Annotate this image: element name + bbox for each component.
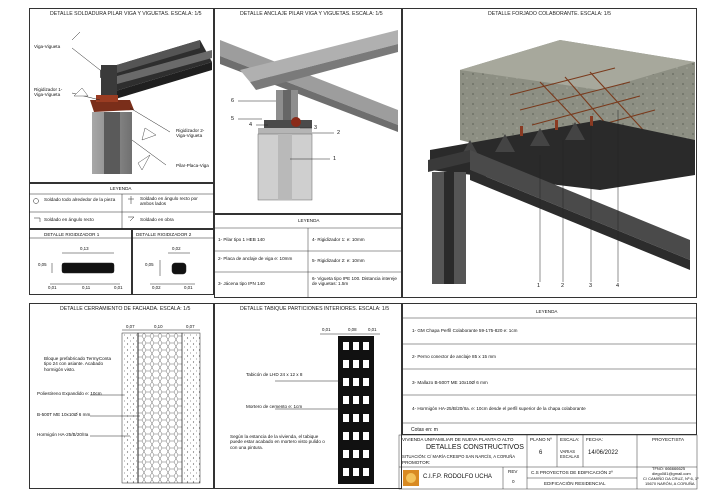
tb-plano-value: 6 [539, 450, 543, 456]
label-pilar-placa: Pilar-Placa-Viga [176, 163, 209, 168]
rig2-dim-left: 0,05 [145, 262, 154, 267]
fachada-dim: 0,07 [186, 324, 195, 329]
tb-promotor: PROMOTOR: [402, 460, 431, 465]
tabique-dim: 0,01 [322, 327, 331, 332]
legend-3-item: 2- Perno conector de anclaje 85 x 15 mm [412, 354, 497, 359]
panel-title-tabique: DETALLE TABIQUE PARTICIONES INTERIORES. ESCALA: 1/5 [240, 306, 390, 312]
legend-2-cell: 2- Placa de anclaje de viga e: 10mm [218, 256, 293, 261]
cotas-note: Cotas en: m [411, 427, 438, 433]
callout-6: 6 [231, 98, 235, 104]
rig1-dim-top: 0,13 [80, 246, 89, 251]
legend-2-cell: 4- Rigidizador 1: e: 10mm [312, 237, 365, 242]
legend-3-title: LEYENDA [536, 309, 558, 314]
callout-5: 5 [231, 116, 235, 122]
tabique-note: Según la estancia de la vivienda, el tabique puede estar acabado en mortero visto pulido o con una pintura. [230, 434, 325, 450]
legend-2-cell: 5- Rigidizador 2: e: 10mm [312, 258, 365, 263]
rig2-dim-b1: 0,02 [152, 285, 161, 290]
tb-rev-label: REV [508, 469, 518, 474]
panel-title-anclaje: DETALLE ANCLAJE PILAR VIGA Y VIGUETAS. ESCALA: 1/5 [240, 11, 383, 17]
tb-plano-label: PLANO Nº [530, 437, 552, 442]
tb-rev-value: 0 [512, 479, 515, 484]
tb-fecha-value: 14/06/2022 [588, 450, 619, 456]
tb-escala-value: VARIAS ESCALAS [560, 449, 580, 460]
tb-email: diego081@gmail.com [652, 471, 691, 476]
rig1-dim-b1: 0,01 [48, 285, 57, 290]
forjado-drawing [428, 40, 695, 284]
tb-escala-label: ESCALA: [560, 437, 580, 442]
rig1-dim-b2: 0,11 [82, 285, 91, 290]
label-rigidizador-1: Rigidizador 1- Viga-Vigueta [34, 87, 63, 98]
tabique-dim: 0,08 [348, 327, 357, 332]
tabique-dim: 0,01 [368, 327, 377, 332]
tb-drawing-name: DETALLES CONSTRUCTIVOS [426, 444, 524, 451]
panel-title-soldadura: DETALLE SOLDADURA PILAR VIGA Y VIGUETAS. ESCALA: 1/5 [50, 11, 202, 17]
rigidizador-1-title: DETALLE RIGIDIZADOR 1 [44, 232, 100, 237]
tb-course: C.S PROYECTOS DE EDIFICACIÓN 2º [531, 470, 613, 475]
callout-3: 3 [314, 125, 318, 131]
panel-title-forjado: DETALLE FORJADO COLABORANTE. ESCALA: 1/5 [488, 11, 611, 17]
rig1-dim-left: 0,05 [38, 262, 47, 267]
anclaje-drawing [220, 30, 398, 200]
legend-1-item: Soldado en ángulo recto por ambos lados [140, 196, 198, 207]
rig1-dim-b3: 0,01 [114, 285, 123, 290]
legend-3-item: 1- GM Chapa Perfil Colaborante 59-175-820 e: 1cm [412, 328, 518, 333]
callout-2: 2 [337, 130, 341, 136]
legend-3-item: 3- Mallazo B-500T ME 10x10Ø 6 mm [412, 380, 488, 385]
tb-address: 15670 NARÓN, A CORUÑA [645, 481, 695, 486]
tb-proyectista-label: PROYECTISTA [652, 437, 685, 442]
panel-title-fachada: DETALLE CERRAMIENTO DE FACHADA. ESCALA: 1/5 [60, 306, 191, 312]
legend-1-item: Soldado todo alrededor de la pieza [44, 197, 116, 202]
legend-1-title: LEYENDA [110, 186, 132, 191]
tb-project: VIVIENDA UNIFAMILIAR DE NUEVA PLANTA O ALTO [402, 437, 514, 442]
legend-3-item: 4- Hormigón HA-25/B/20/IIa. e: 10cm desde el perfil superior de la chapa colaborante [412, 406, 586, 411]
tabique-drawing [275, 334, 380, 484]
tb-situation: SITUACIÓN: C/ MARÍA CRESPO SAN NARCÍS, A CORUÑA [402, 454, 516, 459]
callout-1: 1 [537, 283, 541, 289]
rigidizador-1-drawing [29, 238, 132, 284]
tb-school: C.I.F.P. RODOLFO UCHA [423, 474, 492, 480]
school-logo [403, 470, 419, 486]
rigidizador-2-drawing [132, 238, 214, 284]
callout-2: 2 [561, 283, 565, 289]
tabique-label: Tabicón de LHD 24 x 12 x 8 [246, 372, 303, 377]
rig2-dim-b2: 0,01 [184, 285, 193, 290]
label-viga-vigueta: Viga-Vigueta [34, 44, 61, 49]
fachada-label: Poliestireno Expandido e: 10cm [37, 391, 102, 396]
legend-2-cell: 3- Jácena tipo IPN 140 [218, 281, 265, 286]
callout-3: 3 [589, 283, 593, 289]
tb-address: C/ CAMIÑO DA CRUZ, Nº 6, 1º [643, 476, 699, 481]
soldadura-drawing [72, 32, 212, 174]
tb-subject: EDIFICACIÓN RESIDENCIAL [544, 481, 606, 486]
tabique-label: Mortero de cemento e: 1cm [246, 404, 303, 409]
legend-2-title: LEYENDA [298, 218, 320, 223]
fachada-dim: 0,10 [154, 324, 163, 329]
callout-4: 4 [249, 122, 253, 128]
rigidizador-2-title: DETALLE RIGIDIZADOR 2 [136, 232, 192, 237]
callout-4: 4 [616, 283, 620, 289]
fachada-label: Hormigón HA-25/B/20/IIa [37, 432, 89, 437]
tb-fecha-label: FECHA: [586, 437, 603, 442]
callout-1: 1 [333, 156, 337, 162]
legend-1-item: Soldado en ángulo recto [44, 217, 94, 222]
legend-2-cell: 6- Vigueta tipo IPE 100. Distancia intereje de viguetas: 1.5m [312, 276, 397, 287]
fachada-label: Bloque prefabricado TermyConta tipo 24 con asiante. Acabado hormigón visto. [44, 356, 112, 372]
label-rigidizador-2: Rigidizador 2- Viga-Vigueta [176, 128, 205, 139]
fachada-drawing [90, 330, 200, 483]
fachada-dim: 0,07 [126, 324, 135, 329]
tb-phone: TFNO: 666666625 [652, 466, 686, 471]
legend-1-item: Soldado en obra [140, 217, 174, 222]
rig2-dim-top: 0,02 [172, 246, 181, 251]
fachada-label: B-500T ME 10x10Ø 6 mm [37, 412, 91, 417]
legend-2-cell: 1- Pilar tipo 1 HEB 140 [218, 237, 265, 242]
